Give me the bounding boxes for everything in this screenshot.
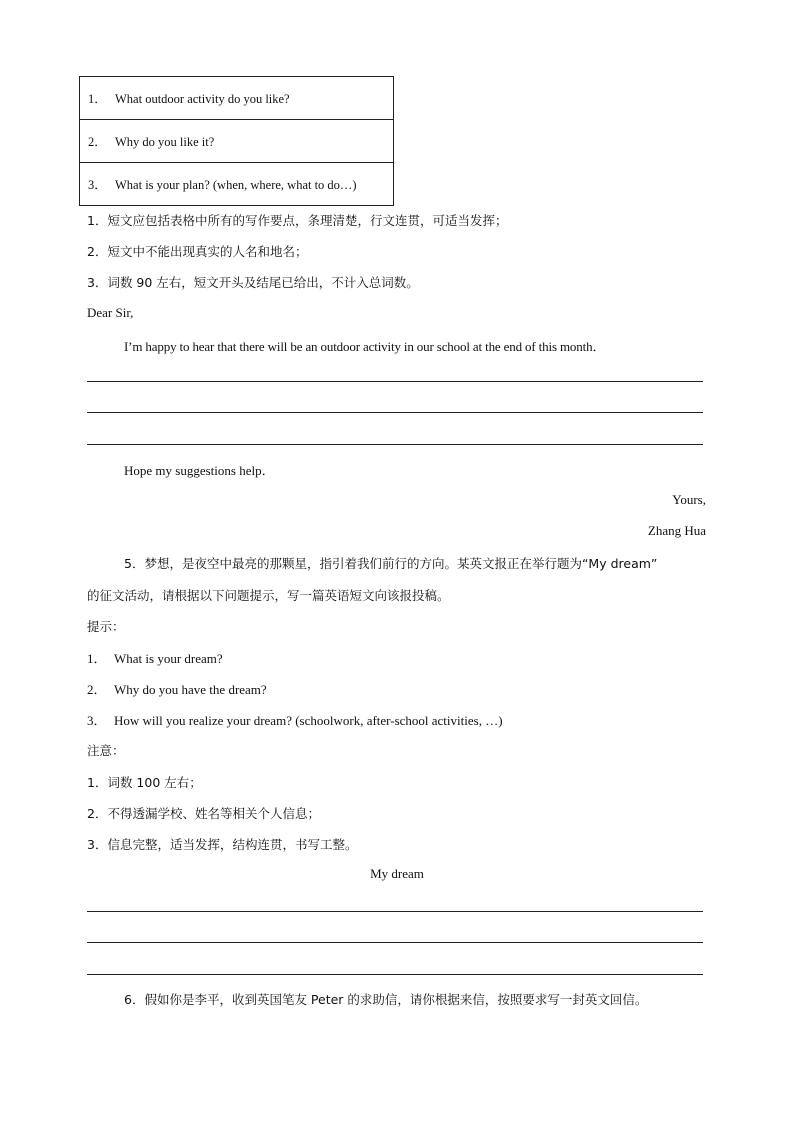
hint-number: 3． bbox=[87, 713, 107, 728]
letter-signoff: Yours, bbox=[672, 492, 706, 507]
answer-line bbox=[87, 974, 703, 975]
hint-number: 2． bbox=[87, 682, 107, 697]
hint-item bbox=[87, 648, 223, 667]
answer-line bbox=[87, 942, 703, 943]
answer-line bbox=[87, 911, 703, 912]
hint-number: 1． bbox=[87, 651, 107, 666]
row-number: 3． bbox=[88, 178, 107, 192]
letter-closing: Hope my suggestions help． bbox=[124, 463, 275, 478]
answer-line bbox=[87, 381, 703, 382]
letter-salutation: Dear Sir, bbox=[87, 305, 134, 320]
row-number: 2． bbox=[88, 135, 107, 149]
task5-intro-line1: 5．梦想，是夜空中最亮的那颗星，指引着我们前行的方向。某英文报正在举行题为“My dream” bbox=[124, 556, 658, 571]
hint-item bbox=[87, 710, 503, 729]
requirement-3: 3．词数 90 左右，短文开头及结尾已给出，不计入总词数。 bbox=[87, 275, 419, 290]
requirement-2: 2．短文中不能出现真实的人名和地名； bbox=[87, 244, 308, 259]
note-3: 3．信息完整，适当发挥，结构连贯，书写工整。 bbox=[87, 837, 358, 852]
outline-table bbox=[79, 76, 394, 206]
hint-text: How will you realize your dream? (schoolwork, after-school activities, …) bbox=[114, 713, 503, 728]
essay-title: My dream bbox=[370, 866, 424, 881]
table-cell bbox=[80, 163, 394, 206]
hints-label: 提示： bbox=[87, 619, 125, 634]
hint-text: Why do you have the dream? bbox=[114, 682, 267, 697]
answer-line bbox=[87, 444, 703, 445]
table-row bbox=[80, 120, 394, 163]
row-text: What outdoor activity do you like? bbox=[115, 92, 290, 106]
table-cell bbox=[80, 120, 394, 163]
row-number: 1． bbox=[88, 92, 107, 106]
row-text: What is your plan? (when, where, what to do…) bbox=[115, 178, 357, 192]
letter-signature: Zhang Hua bbox=[647, 523, 706, 538]
task5-intro-line2: 的征文活动，请根据以下问题提示，写一篇英语短文向该报投稿。 bbox=[87, 588, 450, 603]
row-text: Why do you like it? bbox=[115, 135, 215, 149]
table-cell bbox=[80, 77, 394, 120]
notes-label: 注意： bbox=[87, 743, 125, 758]
answer-line bbox=[87, 412, 703, 413]
letter-opening: I’m happy to hear that there will be an outdoor activity in our school at the end of this month． bbox=[124, 339, 606, 354]
hint-text: What is your dream? bbox=[114, 651, 223, 666]
note-1: 1．词数 100 左右； bbox=[87, 775, 202, 790]
task6-intro: 6．假如你是李平，收到英国笔友 Peter 的求助信，请你根据来信，按照要求写一封英文回信。 bbox=[124, 992, 648, 1007]
table-row bbox=[80, 163, 394, 206]
requirement-1: 1．短文应包括表格中所有的写作要点，条理清楚，行文连贯，可适当发挥； bbox=[87, 213, 508, 228]
table-row bbox=[80, 77, 394, 120]
hint-item bbox=[87, 679, 267, 698]
note-2: 2．不得透漏学校、姓名等相关个人信息； bbox=[87, 806, 320, 821]
